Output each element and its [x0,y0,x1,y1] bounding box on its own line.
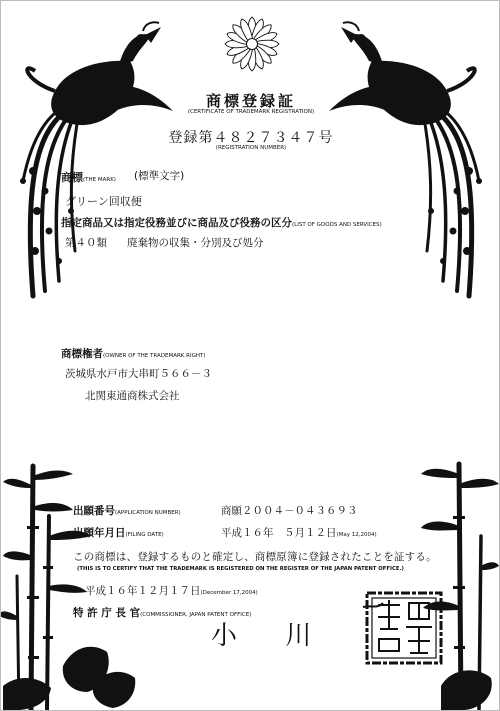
registration-number-en: (REGISTRATION NUMBER) [215,145,287,151]
commissioner-signature: 小 川 [211,621,332,651]
owner-name: 北関東通商株式会社 [85,390,180,402]
certificate-title: 商標登録証 [205,92,296,110]
mark-type: (標準文字) [134,170,185,182]
filing-date-label: 出願年月日(FILING DATE) [73,527,164,539]
filing-date-value: 平成１６年 ５月１２日(May 12,2004) [221,527,377,539]
goods-label: 指定商品又は指定役務並びに商品及び役務の区分(LIST OF GOODS AND SERVICES) [61,217,382,229]
phoenix-left-icon [15,21,175,296]
bamboo-right-icon [421,456,499,710]
official-seal-icon [363,589,445,667]
mark-value: グリーン回収便 [65,195,142,208]
certification-date: 平成１６年１２月１７日(December 17,2004) [85,585,258,597]
application-number-label: 出願番号(APPLICATION NUMBER) [73,505,181,517]
commissioner-title: 特 許 庁 長 官(COMMISSIONER, JAPAN PATENT OFFICE) [73,607,252,619]
goods-description: 廃棄物の収集・分別及び処分 [127,237,264,249]
goods-class: 第４０類 [65,237,107,249]
certification-statement-en: (THIS IS TO CERTIFY THAT THE TRADEMARK IS REGISTERED ON THE REGISTER OF THE JAPAN PATENT OFFICE.) [77,566,404,572]
mark-label: 商標(THE MARK) [61,171,116,184]
application-number-value: 商願２００４－０４３６９３ [221,505,358,517]
certification-statement: この商標は、登録するものと確定し、商標原簿に登録されたことを証する。 [73,551,437,563]
registration-number: 登録第４８２７３４７号 [168,130,334,146]
certificate-title-en: (CERTIFICATE OF TRADEMARK REGISTRATION) [187,109,315,115]
owner-label: 商標権者(OWNER OF THE TRADEMARK RIGHT) [61,348,206,360]
chrysanthemum-emblem-icon [223,15,281,73]
owner-address: 茨城県水戸市大串町５６６－３ [65,368,212,380]
phoenix-right-icon [327,21,487,296]
